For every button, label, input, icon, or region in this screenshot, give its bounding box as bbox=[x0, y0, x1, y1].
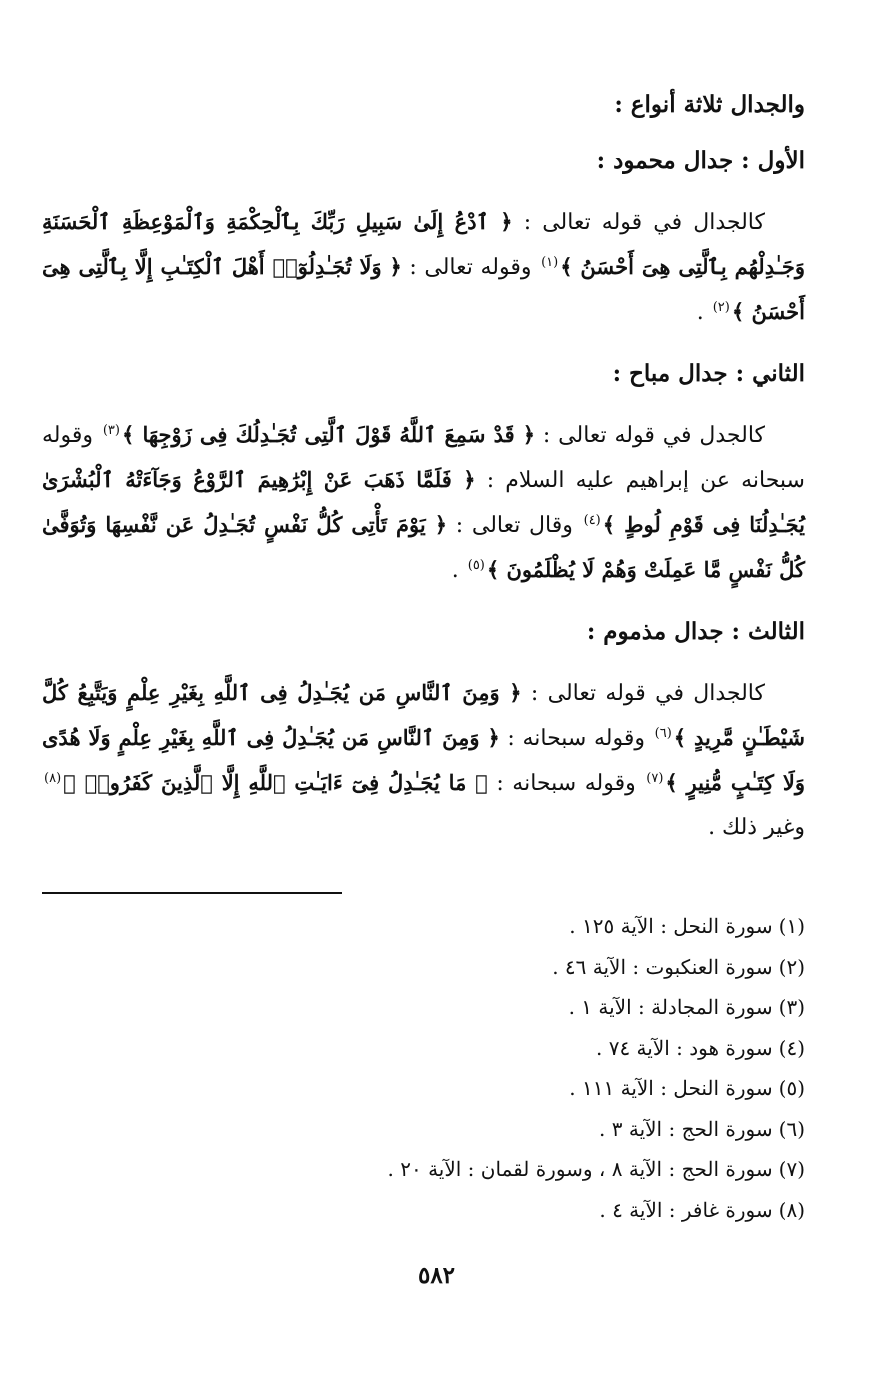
footnote-item bbox=[42, 1190, 805, 1231]
footnote-number: (٢) bbox=[778, 954, 805, 979]
footnote-ref: (٣) bbox=[102, 422, 120, 438]
footnote-ref: (٢) bbox=[712, 299, 730, 315]
footnote-text: سورة هود : الآية ٧٤ . bbox=[595, 1035, 773, 1060]
paragraph-text: كالجدال في قوله تعالى : bbox=[512, 210, 765, 235]
footnote-number: (٧) bbox=[778, 1157, 805, 1181]
footnote-text: سورة النحل : الآية ١٢٥ . bbox=[569, 914, 773, 938]
section-heading: الثالث : جدال مذموم : bbox=[586, 618, 805, 645]
footnote-item bbox=[42, 1068, 805, 1109]
quran-verse: ﴿ فَلَمَّا ذَهَبَ عَنْ إِبْرَٰهِيمَ ٱلرَّوْعُ وَجَآءَتْهُ ٱلْبُشْرَىٰ يُجَـٰدِلُنَا فِى قَوْمِ لُوطٍ ﴾ bbox=[42, 467, 805, 537]
quran-verse: ﴿ وَمِنَ ٱلنَّاسِ مَن يُجَـٰدِلُ فِى ٱللَّهِ بِغَيْرِ عِلْمٍ وَيَتَّبِعُ كُلَّ شَيْطَـٰنٍ مَّرِيدٍ ﴾ bbox=[42, 680, 805, 750]
footnote-text: سورة الحج : الآية ٨ ، وسورة لقمان : الآية ٢٠ . bbox=[387, 1157, 773, 1181]
paragraph-text: كالجدال في قوله تعالى : bbox=[521, 681, 765, 706]
footnotes-list bbox=[42, 906, 805, 1230]
section-paragraph bbox=[42, 413, 805, 593]
footnote-item bbox=[42, 947, 805, 988]
footnote-ref: (١) bbox=[541, 254, 559, 270]
paragraph-text: وغير ذلك . bbox=[708, 815, 805, 840]
quran-verse: ﴿ وَمِنَ ٱلنَّاسِ مَن يُجَـٰدِلُ فِى ٱللَّهِ بِغَيْرِ عِلْمٍ وَلَا هُدًى وَلَا كِتَـٰبٍ مُّنِيرٍ ﴾ bbox=[42, 725, 805, 795]
footnote-text: سورة غافر : الآية ٤ . bbox=[599, 1197, 773, 1222]
footnote-item bbox=[42, 1028, 805, 1069]
paragraph-text: . bbox=[696, 300, 711, 325]
paragraph-text: . bbox=[451, 558, 466, 583]
footnote-number: (٦) bbox=[778, 1116, 805, 1141]
paragraph-text: وقوله سبحانه : bbox=[499, 726, 653, 751]
paragraph-text: وقال تعالى : bbox=[447, 513, 582, 538]
paragraph-text: وقوله تعالى : bbox=[401, 255, 540, 280]
section-paragraph bbox=[42, 200, 805, 335]
quran-verse: ﴿ قَدْ سَمِعَ ٱللَّهُ قَوْلَ ٱلَّتِى تُجَـٰدِلُكَ فِى زَوْجِهَا ﴾ bbox=[121, 422, 536, 447]
section-heading: الأول : جدال محمود : bbox=[596, 147, 805, 174]
footnote-ref: (٦) bbox=[654, 725, 672, 741]
footnote-text: سورة الحج : الآية ٣ . bbox=[599, 1116, 773, 1141]
footnote-item bbox=[42, 987, 805, 1028]
footnote-separator bbox=[42, 892, 342, 894]
footnote-item bbox=[42, 1109, 805, 1150]
section-heading: الثاني : جدال مباح : bbox=[612, 360, 805, 387]
footnote-ref: (٥) bbox=[467, 557, 485, 573]
footnote-ref: (٤) bbox=[583, 512, 601, 528]
footnote-number: (١) bbox=[778, 914, 805, 938]
quran-verse: ﴿ ٱدْعُ إِلَىٰ سَبِيلِ رَبِّكَ بِٱلْحِكْمَةِ وَٱلْمَوْعِظَةِ ٱلْحَسَنَةِ وَجَـٰدِلْهُم بِٱلَّتِى هِىَ أَحْسَنُ ﴾ bbox=[42, 209, 805, 279]
footnote-item bbox=[42, 1149, 805, 1190]
footnote-text: سورة النحل : الآية ١١١ . bbox=[569, 1076, 773, 1100]
footnote-separator-wrap bbox=[42, 872, 805, 906]
page-number: ٥٨٢ bbox=[417, 1262, 456, 1289]
footnote-text: سورة المجادلة : الآية ١ . bbox=[568, 995, 773, 1019]
footnote-number: (٨) bbox=[778, 1197, 805, 1222]
paragraph-text: كالجدل في قوله تعالى : bbox=[535, 423, 765, 448]
footnote-text: سورة العنكبوت : الآية ٤٦ . bbox=[552, 954, 773, 979]
quran-verse: ﴿ يَوْمَ تَأْتِى كُلُّ نَفْسٍ تُجَـٰدِلُ عَن نَّفْسِهَا وَتُوَفَّىٰ كُلُّ نَفْسٍ مَّا عَمِلَتْ وَهُمْ لَا يُظْلَمُونَ ﴾ bbox=[42, 512, 805, 582]
intro-heading: والجدال ثلاثة أنواع : bbox=[614, 91, 805, 118]
section-paragraph bbox=[42, 671, 805, 850]
quran-verse: ﴿ مَا يُجَـٰدِلُ فِىٓ ءَايَـٰتِ ٱللَّهِ إِلَّا ٱلَّذِينَ كَفَرُوا۟ ﴾ bbox=[63, 770, 488, 795]
footnote-number: (٥) bbox=[778, 1076, 805, 1100]
footnote-ref: (٨) bbox=[44, 770, 62, 786]
footnote-number: (٣) bbox=[778, 995, 805, 1019]
paragraph-text: وقوله سبحانه : bbox=[487, 771, 645, 796]
quran-verse: ﴿ وَلَا تُجَـٰدِلُوٓا۟ أَهْلَ ٱلْكِتَـٰبِ إِلَّا بِٱلَّتِى هِىَ أَحْسَنُ ﴾ bbox=[42, 254, 805, 324]
footnote-item bbox=[42, 906, 805, 947]
footnote-ref: (٧) bbox=[646, 770, 664, 786]
footnote-number: (٤) bbox=[778, 1035, 805, 1060]
paragraph-text: وقوله سبحانه عن إبراهيم عليه السلام : bbox=[42, 423, 805, 493]
sections-container bbox=[42, 144, 805, 850]
